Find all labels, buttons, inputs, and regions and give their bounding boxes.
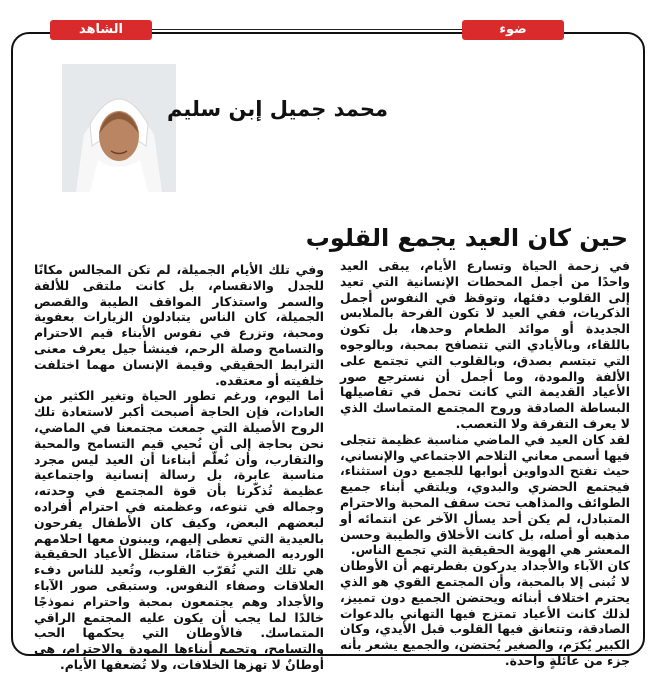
section-tab-daw: ضوء <box>462 20 564 40</box>
section-tab-alshahed: الشاهد <box>50 20 152 40</box>
paragraph: في زحمة الحياة وتسارع الأيام، يبقى العيد واحدًا من أجمل المحطات الإنسانية التي تعيد إلى القلوب دفئها، وتوقظ في النفوس أجمل الذكريات، ففي العيد لا تكون الفرحة بالملابس الجديدة أو موائد الطعام وحدها، بل تكون باللقاء، وبالأيادي التي تتصافح بمحبة، وبالوجوه التي تبتسم بصدق، وبالقلوب التي تجتمع على الألفة والمودة، وما أجمل أن نسترجع صور الأعياد القديمة التي كانت تحمل في تفاصيلها البساطة الصادقة وروح المجتمع المتماسك الذي لا يعرف التفرقة ولا التعصب. <box>340 258 630 431</box>
header-rule-left <box>152 29 462 30</box>
paragraph: كان الآباء والأجداد يدركون بفطرتهم أن الأوطان لا تُبنى إلا بالمحبة، وأن المجتمع القوي هو الذي يحترم اختلاف أبنائه ويحتضن الجميع دون تمييز، لذلك كانت الأعياد تمتزج فيها التهاني بالدعوات الصادقة، وتتعانق فيها القلوب قبل الأيدي، وكان الكبير يُكرَم، والصغير يُحتضن، والجميع يشعر بأنه جزء من عائلةٍ واحدة. <box>340 558 630 668</box>
author-photo <box>62 64 176 192</box>
article-column-left <box>34 262 324 673</box>
paragraph: أما اليوم، ورغم تطور الحياة وتغير الكثير من العادات، فإن الحاجة أصبحت أكبر لاستعادة تلك الروح الأصيلة التي جمعت مجتمعنا في الماضي، نحن بحاجة إلى أن نُحيي قيم التسامح والمحبة والتقارب، وأن نُعلّم أبناءنا أن العيد ليس مجرد مناسبة عابرة، بل رسالة إنسانية واجتماعية عظيمة تُذكّرنا بأن قوة المجتمع في وحدته، وجماله في تنوعه، وعظمته في احترام أفراده لبعضهم البعض، وكيف كان الأطفال يفرحون بالعيدية التي تعطى إليهم، ويبنون معها احلامهم الورديه الصغيرة ختامًا، ستظل الأعياد الحقيقية هي تلك التي تُقرّب القلوب، وتُعيد للناس دفء العلاقات وصفاء النفوس. وستبقى صور الآباء والأجداد وهم يجتمعون بمحبة واحترام نموذجًا خالدًا لما يجب أن يكون عليه المجتمع الراقي المتماسك. فالأوطان التي يحكمها الحب والتسامح، وتجمع أبناءها المودة والاحترام، هي أوطانٌ لا تهزها الخلافات، ولا تُضعفها الأيام. <box>34 388 324 672</box>
paragraph: وفي تلك الأيام الجميلة، لم تكن المجالس مكانًا للجدل والانقسام، بل كانت ملتقى للألفة والسمر واستذكار المواقف الطيبة والقصص الجميلة، كان الناس يتبادلون الزيارات بعفوية ومحبة، وتزرع في نفوس الأبناء قيم الاحترام والتسامح وصلة الرحم، فينشأ جيل يعرف معنى الترابط الحقيقي وقيمة الإنسان مهما اختلفت خلفيته أو معتقده. <box>34 262 324 388</box>
paragraph: لقد كان العيد في الماضي مناسبة عظيمة تتجلى فيها أسمى معاني التلاحم الاجتماعي والإنساني، حيث تفتح الدواوين أبوابها للجميع دون استثناء، فيجتمع الحضري والبدوي، ويلتقي أبناء جميع الطوائف والمذاهب تحت سقف المحبة والاحترام المتبادل، لم يكن أحد يسأل الآخر عن انتمائه أو مذهبه أو أصله، بل كانت الأخلاق والطيبة وحسن المعشر هي الهوية الحقيقية التي تجمع الناس. <box>340 431 630 558</box>
article-column-right <box>340 258 630 669</box>
author-name: محمد جميل إبن سليم <box>166 97 388 121</box>
article-headline: حين كان العيد يجمع القلوب <box>305 224 628 252</box>
author-portrait-image <box>62 64 176 192</box>
